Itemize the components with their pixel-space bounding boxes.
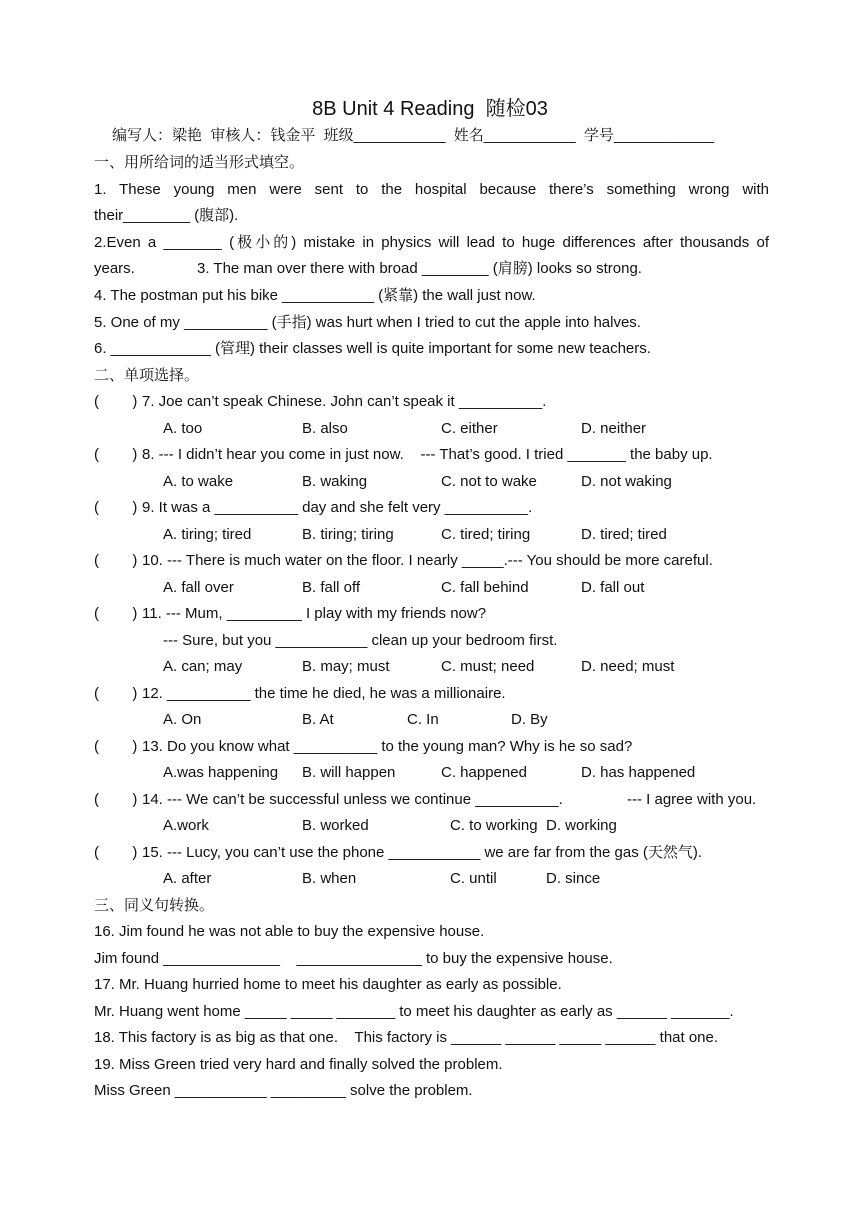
q3-text: 3. The man over there with broad ________ (肩膀) looks so strong. [197, 260, 642, 277]
q6-text: 6. ____________ (管理) their classes well is quite important for some new teachers. [94, 340, 651, 357]
q9-option-c: C. tired; tiring [441, 526, 531, 543]
q11-option-b: B. may; must [302, 658, 390, 675]
q17-rewrite: Mr. Huang went home _____ _____ _______ to meet his daughter as early as ______ _______. [94, 1003, 734, 1020]
answer-paren: ( ) [94, 738, 138, 755]
q14-option-c: C. to working [450, 817, 538, 834]
page-title: 8B Unit 4 Reading 随检03 [312, 98, 548, 120]
q16-original: 16. Jim found he was not able to buy the expensive house. [94, 923, 485, 940]
q12-option-c: C. In [407, 711, 439, 728]
section3-heading: 三、同义句转换。 [94, 897, 215, 914]
q11-stem-2: --- Sure, but you ___________ clean up your bedroom first. [163, 632, 558, 649]
q14-stem-b: --- I agree with you. [627, 791, 757, 808]
answer-paren: ( ) [94, 393, 138, 410]
q9-option-d: D. tired; tired [581, 526, 667, 543]
answer-paren: ( ) [94, 685, 138, 702]
q10-option-a: A. fall over [163, 579, 234, 596]
q1-line1: 1. These young men were sent to the hospital because there’s something wrong with [94, 181, 769, 198]
q4-text: 4. The postman put his bike ___________ (紧靠) the wall just now. [94, 287, 536, 304]
q13-option-b: B. will happen [302, 764, 396, 781]
q14-option-b: B. worked [302, 817, 369, 834]
q12-option-b: B. At [302, 711, 334, 728]
q12-option-a: A. On [163, 711, 202, 728]
q10-stem: 10. --- There is much water on the floor. I nearly _____.--- You should be more careful. [142, 552, 713, 569]
q13-option-c: C. happened [441, 764, 527, 781]
q13-option-d: D. has happened [581, 764, 696, 781]
q2-line2: years. [94, 260, 135, 277]
q10-option-b: B. fall off [302, 579, 361, 596]
q10-option-d: D. fall out [581, 579, 645, 596]
q9-stem: 9. It was a __________ day and she felt very __________. [142, 499, 533, 516]
answer-paren: ( ) [94, 844, 138, 861]
q5-text: 5. One of my __________ (手指) was hurt when I tried to cut the apple into halves. [94, 314, 641, 331]
q18-text: 18. This factory is as big as that one. This factory is ______ ______ _____ ______ that one. [94, 1029, 719, 1046]
section1-heading: 一、用所给词的适当形式填空。 [94, 154, 305, 171]
q9-option-b: B. tiring; tiring [302, 526, 394, 543]
q7-option-c: C. either [441, 420, 498, 437]
q1-line2: their________ (腹部). [94, 207, 239, 224]
q12-stem: 12. __________ the time he died, he was a millionaire. [142, 685, 506, 702]
q11-stem: 11. --- Mum, _________ I play with my friends now? [142, 605, 487, 622]
q8-option-c: C. not to wake [441, 473, 537, 490]
answer-paren: ( ) [94, 605, 138, 622]
q9-option-a: A. tiring; tired [163, 526, 252, 543]
q12-option-d: D. By [511, 711, 548, 728]
q14-option-a: A.work [163, 817, 209, 834]
q8-stem: 8. --- I didn’t hear you come in just now. --- That’s good. I tried _______ the baby up. [142, 446, 713, 463]
q14-option-d: D. working [546, 817, 617, 834]
q15-option-a: A. after [163, 870, 212, 887]
q10-option-c: C. fall behind [441, 579, 529, 596]
q11-option-a: A. can; may [163, 658, 243, 675]
q8-option-d: D. not waking [581, 473, 672, 490]
q15-stem: 15. --- Lucy, you can’t use the phone ___________ we are far from the gas (天然气). [142, 844, 703, 861]
header-info-line: 编写人：梁艳 审核人：钱金平 班级___________ 姓名___________ 学号____________ [112, 127, 714, 144]
q19-original: 19. Miss Green tried very hard and finally solved the problem. [94, 1056, 503, 1073]
q14-stem: 14. --- We can’t be successful unless we continue __________. [142, 791, 563, 808]
q7-option-d: D. neither [581, 420, 647, 437]
q15-option-d: D. since [546, 870, 601, 887]
answer-paren: ( ) [94, 446, 138, 463]
section2-heading: 二、单项选择。 [94, 367, 200, 384]
q15-option-c: C. until [450, 870, 497, 887]
q7-stem: 7. Joe can’t speak Chinese. John can’t speak it __________. [142, 393, 547, 410]
q16-rewrite: Jim found ______________ _______________ to buy the expensive house. [94, 950, 613, 967]
q13-stem: 13. Do you know what __________ to the young man? Why is he so sad? [142, 738, 633, 755]
q19-rewrite: Miss Green ___________ _________ solve the problem. [94, 1082, 473, 1099]
q7-option-a: A. too [163, 420, 203, 437]
answer-paren: ( ) [94, 791, 138, 808]
q15-option-b: B. when [302, 870, 357, 887]
answer-paren: ( ) [94, 552, 138, 569]
q11-option-c: C. must; need [441, 658, 535, 675]
q2-line1: 2.Even a _______ (极小的) mistake in physics will lead to huge differences after thousands of [94, 234, 769, 251]
q11-option-d: D. need; must [581, 658, 675, 675]
q13-option-a: A.was happening [163, 764, 279, 781]
q7-option-b: B. also [302, 420, 348, 437]
q8-option-a: A. to wake [163, 473, 234, 490]
q8-option-b: B. waking [302, 473, 368, 490]
answer-paren: ( ) [94, 499, 138, 516]
q17-original: 17. Mr. Huang hurried home to meet his daughter as early as possible. [94, 976, 562, 993]
